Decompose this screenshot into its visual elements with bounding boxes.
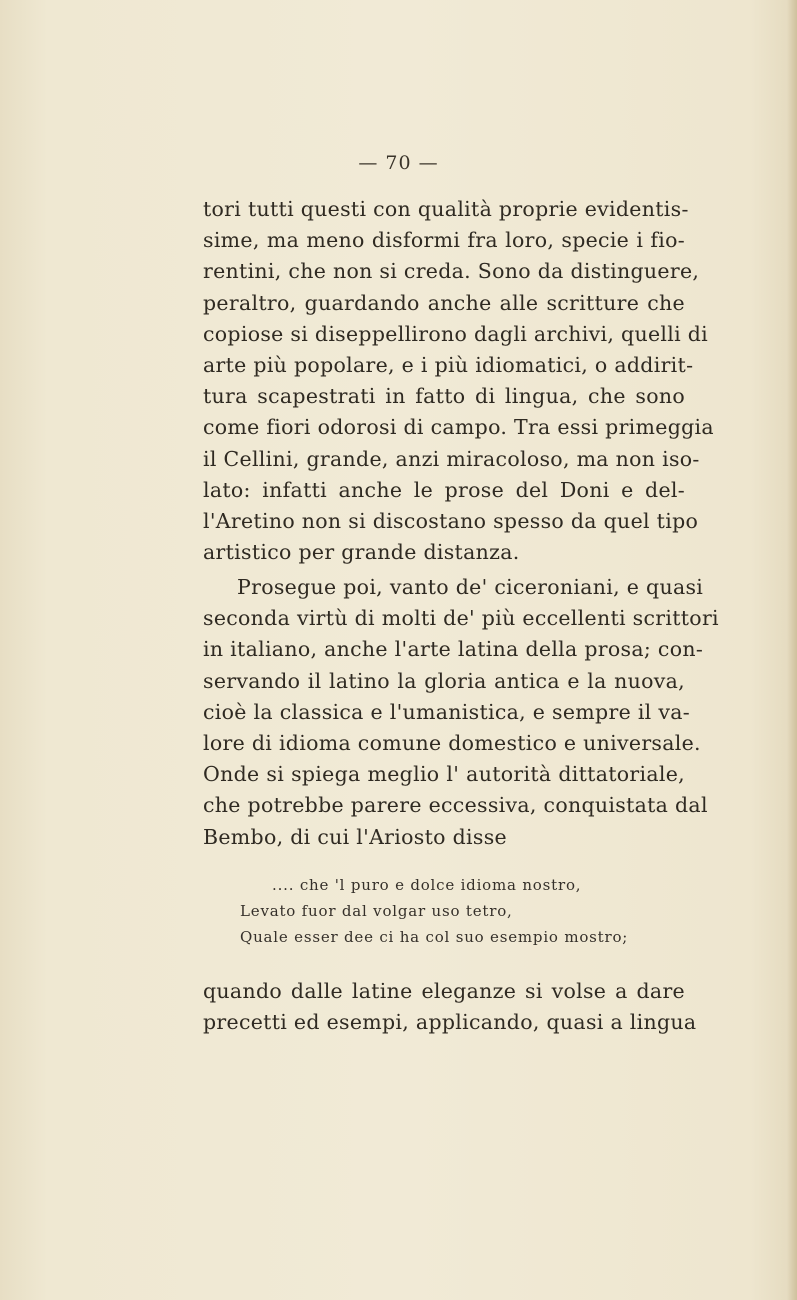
text-line: Bembo, di cui l'Ariosto disse (203, 824, 507, 849)
paragraph-quando (203, 976, 697, 1038)
verse-line: .... che 'l puro e dolce idioma nostro, (272, 876, 582, 894)
text-line: sime, ma meno disformi fra loro, specie i fio- (203, 228, 685, 253)
paragraph-prosegue (203, 572, 719, 853)
text-line: copiose si diseppellirono dagli archivi, quelli di (203, 321, 709, 346)
text-line: tura scapestrati in fatto di lingua, che sono (203, 384, 685, 409)
text-line: servando il latino la gloria antica e la nuova, (203, 668, 685, 693)
text-line: lore di idioma comune domestico e universale. (203, 731, 701, 756)
text-line: che potrebbe parere eccessiva, conquistata dal (203, 793, 708, 818)
verse-quotation (240, 872, 660, 950)
text-line: arte più popolare, e i più idiomatici, o addirit- (203, 353, 694, 378)
text-line: il Cellini, grande, anzi miracoloso, ma non iso- (203, 446, 700, 471)
page-edge-shadow (787, 0, 797, 1300)
text-line: Onde si spiega meglio l' autorità dittatoriale, (203, 762, 685, 787)
page-number: — 70 — (358, 152, 439, 174)
text-line: precetti ed esempi, applicando, quasi a lingua (203, 1010, 697, 1035)
verse-line: Quale esser dee ci ha col suo esempio mostro; (240, 928, 629, 946)
text-line: rentini, che non si creda. Sono da distinguere, (203, 259, 700, 284)
text-line: in italiano, anche l'arte latina della prosa; con- (203, 637, 704, 662)
paragraph-continued (203, 194, 714, 568)
verse-line: Levato fuor dal volgar uso tetro, (240, 902, 513, 920)
text-line: lato: infatti anche le prose del Doni e del- (203, 477, 685, 502)
text-line: cioè la classica e l'umanistica, e sempre il va- (203, 699, 690, 724)
text-line: l'Aretino non si discostano spesso da quel tipo (203, 509, 699, 534)
text-line: come fiori odorosi di campo. Tra essi primeggia (203, 415, 714, 440)
text-line-indented: Prosegue poi, vanto de' ciceroniani, e quasi (237, 575, 704, 599)
text-line: quando dalle latine eleganze si volse a dare (203, 979, 685, 1003)
text-line: tori tutti questi con qualità proprie evidentis- (203, 197, 689, 221)
text-line: artistico per grande distanza. (203, 540, 520, 565)
text-line: seconda virtù di molti de' più eccellenti scrittori (203, 606, 719, 631)
text-line: peraltro, guardando anche alle scritture che (203, 290, 685, 315)
